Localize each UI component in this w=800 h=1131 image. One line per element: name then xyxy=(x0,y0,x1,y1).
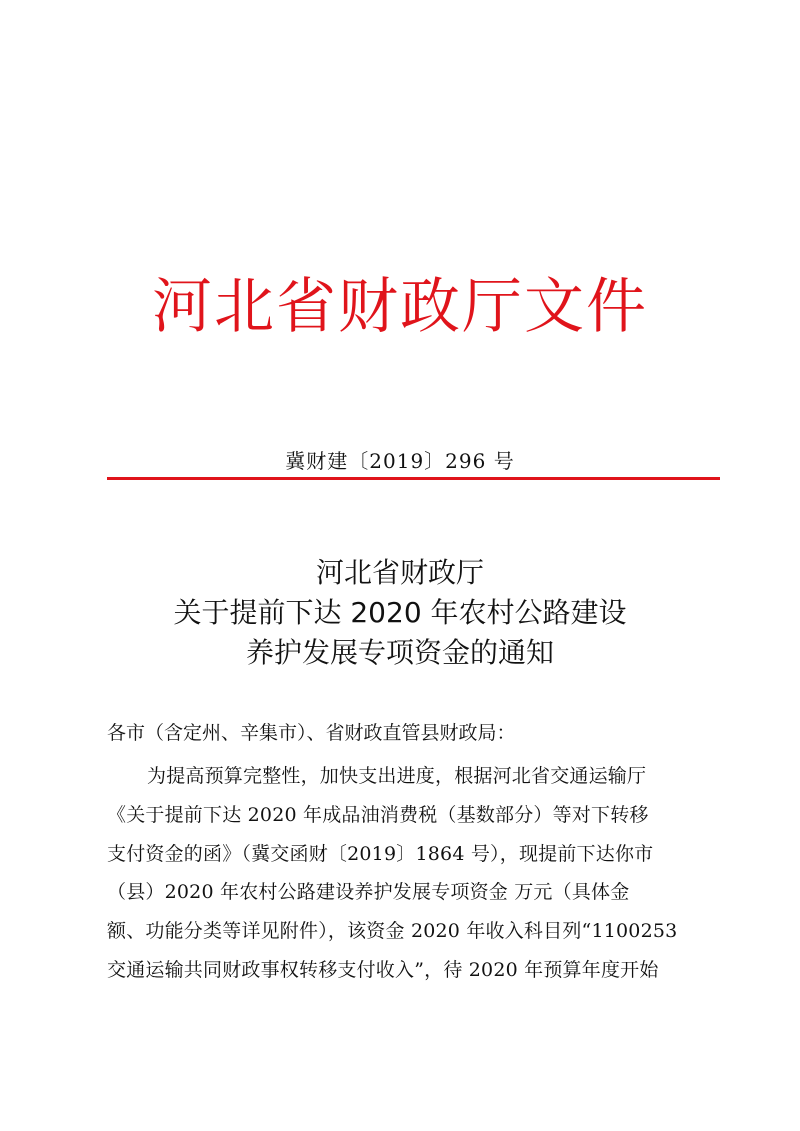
body-text xyxy=(107,757,722,990)
body-line: 额、功能分类等详见附件），该资金 2020 年收入科目列“1100253 xyxy=(107,920,678,943)
notice-title-line: 河北省财政厅 xyxy=(315,556,484,589)
body-line: 为提高预算完整性，加快支出进度，根据河北省交通运输厅 xyxy=(147,765,647,787)
body-line: 交通运输共同财政事权转移支付收入”，待 2020 年预算年度开始 xyxy=(107,958,659,981)
body-line: （县）2020 年农村公路建设养护发展专项资金 万元（具体金 xyxy=(107,881,630,904)
document-header-title: 河北省财政厅文件 xyxy=(152,272,648,342)
salutation: 各市（含定州、辛集市）、省财政直管县财政局： xyxy=(107,722,516,744)
header-red-divider xyxy=(107,477,720,480)
document-number: 冀财建〔2019〕296 号 xyxy=(285,449,515,473)
notice-title xyxy=(80,553,720,673)
body-line: 《关于提前下达 2020 年成品油消费税（基数部分）等对下转移 xyxy=(107,803,649,826)
body-line: 支付资金的函》（冀交函财〔2019〕1864 号），现提前下达你市 xyxy=(107,842,654,865)
notice-title-line: 养护发展专项资金的通知 xyxy=(245,636,554,669)
notice-title-line: 关于提前下达 2020 年农村公路建设 xyxy=(173,596,627,629)
